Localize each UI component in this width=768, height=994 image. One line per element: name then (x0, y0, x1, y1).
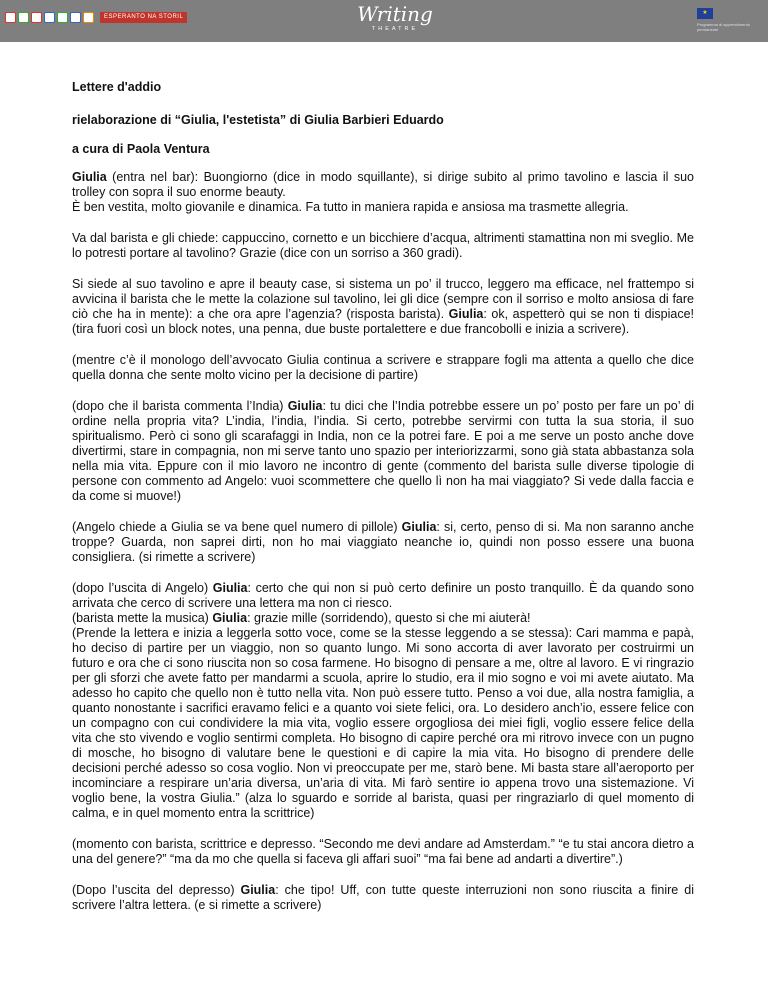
paragraph: (momento con barista, scrittrice e depresso. “Secondo me devi andare ad Amsterdam.” “e tu stai ancora dietro a una del genere?” “ma da mo che quella si faceva gli affari suoi” “ma fai bene ad andarti a divertire”.) (72, 837, 694, 866)
paragraph-text: : si, certo, penso di si. Ma non saranno anche troppe? Guarda, non saprei dirti, non ho mai viaggiato neanche io, quindi non posso essere una buona consigliera. (si rimette a scrivere) (72, 520, 694, 564)
paragraph-text: (dopo che il barista commenta l’India) (72, 399, 288, 413)
paragraph-text: (Angelo chiede a Giulia se va bene quel numero di pillole) (72, 520, 402, 534)
paragraph-text: (dopo l’uscita di Angelo) (72, 581, 213, 595)
paragraph-text: : grazie mille (sorridendo), questo si che mi aiuterà! (247, 611, 531, 625)
partner-logos (5, 12, 187, 23)
brand-name: Writing (357, 2, 433, 26)
speaker-name: Giulia (448, 307, 484, 321)
brand-logo (345, 4, 445, 32)
partner-logo-icon (31, 12, 42, 23)
paragraph-text: : certo che qui non si può certo definire un posto tranquillo. È da quando sono arrivata che cerco di scrivere una lettera ma non ci riesco. (72, 581, 694, 610)
eu-programme-caption: Programma di apprendimento permanente (697, 22, 750, 32)
speaker-name: Giulia (240, 883, 276, 897)
paragraph (72, 520, 694, 565)
document-body (72, 80, 694, 929)
speaker-name: Giulia (212, 611, 248, 625)
partner-logo-icon (44, 12, 55, 23)
paragraph: Va dal barista e gli chiede: cappuccino, cornetto e un bicchiere d’acqua, altrimenti stamattina non mi sveglio. Me lo potresti portare al tavolino? Grazie (dice con un sorriso a 360 gradi). (72, 231, 694, 260)
paragraph (72, 170, 694, 215)
header-band (0, 0, 768, 42)
paragraph-text: : ok, aspetterò qui se non ti dispiace! (tira fuori così un block notes, una penna, due buste portalettere e due francobolli e inizia a scrivere). (72, 307, 694, 336)
eu-flag-icon: ★ (697, 8, 713, 19)
speaker-name: Giulia (72, 170, 107, 184)
partner-logo-icon (5, 12, 16, 23)
paragraph-text: : tu dici che l’India potrebbe essere un po’ posto per fare un po’ di ordine nella propria vita? L’india, l’india, l’india. Si certo, potrebbe servirmi con tutta la sua storia, il suo spiritualismo. Però ci sono gli scarafaggi in India, non ce la potrei fare. E poi a me serve un posto anche dove divertirmi, stare in compagnia, non mi serve tanto uno spazio per interiorizzarmi, sono già stata abbastanza sola nella mia vita. Eppure con il mio lavoro ne incontro di gente (commento del barista sulle diverse tipologie di persone con commento ad Angelo: vuoi scommettere che quello lì non ha mai viaggiato? Si vede dalla faccia e da come si muove!) (72, 399, 695, 503)
speaker-name: Giulia (287, 399, 323, 413)
paragraph (72, 399, 694, 504)
paragraph (72, 277, 694, 337)
paragraph: (mentre c’è il monologo dell’avvocato Giulia continua a scrivere e strappare fogli ma attenta a quello che dice quella donna che sente molto vicino per la decisione di partire) (72, 353, 694, 382)
paragraph-text: (entra nel bar): Buongiorno (dice in modo squillante), si dirige subito al primo tavolino e lascia il suo trolley con sopra il suo enorme beauty. (72, 170, 694, 199)
brand-subtitle: THEATRE (371, 26, 419, 32)
paragraph (72, 883, 694, 913)
paragraph-text: : che tipo! Uff, con tutte queste interruzioni non sono riuscita a finire di scrivere l’altra lettera. (e si rimette a scrivere) (72, 883, 694, 912)
document-subtitle: rielaborazione di “Giulia, l'estetista” di Giulia Barbieri Eduardo (72, 113, 444, 127)
paragraph-text: È ben vestita, molto giovanile e dinamica. Fa tutto in maniera rapida e ansiosa ma trasmette allegria. (72, 200, 629, 214)
paragraph-text: (Prende la lettera e inizia a leggerla sotto voce, come se la stesse leggendo a se stessa): Cari mamma e papà, ho deciso di partire per un viaggio, non so quanto lungo. Mi sono accorta di aver lavorato per costruirmi un futuro e ora che ci sono riuscita non so cosa farmene. Ho bisogno di pensare a me, oltre al lavoro. E vi ringrazio per gli sforzi che avete fatto per mandarmi a scuola, aprire lo studio, era il mio sogno e voi mi avete aiutato. Ma adesso ho capito che quello non è tutto nella vita. Non può essere tutto. Penso a voi due, alla nostra famiglia, a quanto nonostante i sacrifici eravamo felici e a quanto voi siete felici, ora. Lo desidero anch’io, essere felice con un compagno con cui condividere la mia vita, voglio essere orgogliosa dei miei figli, voglio essere felice della vita che sto vivendo e voglio sentirmi completa. Ho bisogno di capire perché ora mi ritrovo invece con un pugno di mosche, ho bisogno di valutare bene le questioni e di capire la mia vita. Ho bisogno di prendere delle decisioni perché adesso so cosa voglio. Non vi preoccupate per me, starò bene. Mi basta stare all’aeroporto per incominciare a respirare un’aria diversa, un’aria di vita. Mi farò sentire io appena trovo una sistemazione. Vi voglio bene, la vostra Giulia.” (alza lo sguardo e sorride al barista, quasi per ringraziarlo di quel momento di calma, e in quel momento entra la scrittrice) (72, 626, 694, 820)
partner-banner-logo: ESPERANTO NA STORIL (100, 12, 187, 23)
document-curator: a cura di Paola Ventura (72, 142, 210, 156)
speaker-name: Giulia (212, 581, 248, 595)
partner-logo-icon (18, 12, 29, 23)
paragraph-text: (Dopo l’uscita del depresso) (72, 883, 241, 897)
speaker-name: Giulia (401, 520, 437, 534)
paragraph-text: (barista mette la musica) (72, 611, 213, 625)
partner-logo-icon (83, 12, 94, 23)
paragraph (72, 581, 694, 821)
paragraph-text: Si siede al suo tavolino e apre il beauty case, si sistema un po’ il trucco, leggero ma efficace, nel frattempo si avvicina il barista che le mette la colazione sul tavolino, lei gli dice (sempre con il sorriso e molto ansiosa di fare ciò che ha in mente): a che ora apre l’agenzia? (risposta barista). (72, 277, 694, 321)
partner-logo-icon (57, 12, 68, 23)
document-title: Lettere d'addio (72, 80, 162, 94)
partner-logo-icon (70, 12, 81, 23)
